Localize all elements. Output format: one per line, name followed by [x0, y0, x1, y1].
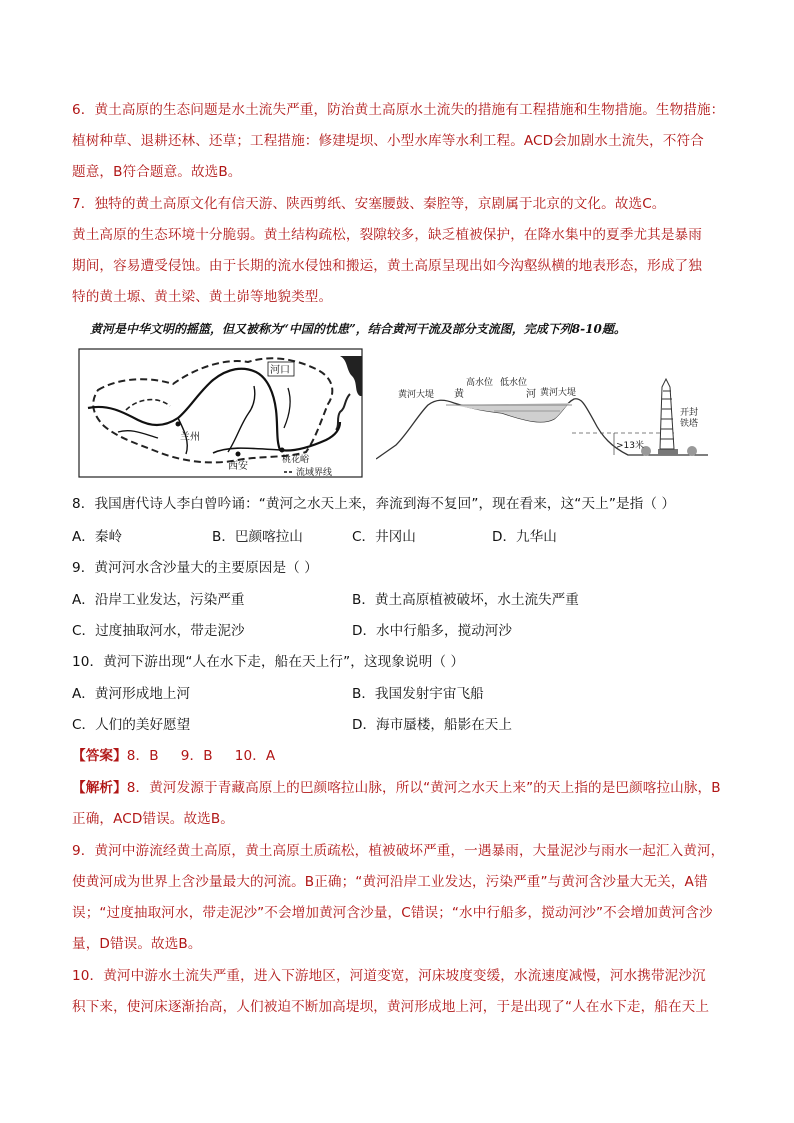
q9-stem: 9．黄河河水含沙量大的主要原因是（ ） [72, 560, 318, 576]
huang-label: 黄 [454, 389, 464, 400]
analysis-p2-line-1: 9．黄河中游流经黄土高原，黄土高原土质疏松，植被破坏严重，一遇暴雨，大量泥沙与雨水一起汇入黄河， [72, 843, 725, 859]
q8-option-a: A．秦岭 [72, 529, 123, 545]
xian-label: 西安 [228, 461, 248, 472]
q6-answer-line-3: 题意，B符合题意。故选B。 [72, 164, 242, 180]
taohuayu-label: 桃花峪 [282, 455, 310, 465]
water-area [454, 403, 570, 422]
q10-option-a: A．黄河形成地上河 [72, 686, 191, 702]
analysis-p2-line-2: 使黄河成为世界上含沙量最大的河流。B正确；“黄河沿岸工业发达，污染严重”与黄河含沙量大无关，A错 [72, 874, 708, 890]
analysis-p3-line-1: 10．黄河中游水土流失严重，进入下游地区，河道变宽，河床坡度变缓，水流速度减慢，河水携带泥沙沉 [72, 968, 706, 984]
q6-answer-line-2: 植树种草、退耕还林、还草；工程措施：修建堤坝、小型水库等水利工程。ACD会加剧水土流失，不符合 [72, 133, 704, 149]
answer-line [72, 746, 732, 766]
answer-key: 【答案】 [72, 748, 127, 764]
right-levee-label: 黄河大堤 [540, 388, 577, 398]
he-label: 河 [526, 389, 536, 400]
analysis-p1-line-1: 8．黄河发源于青藏高原上的巴颜喀拉山脉，所以“黄河之水天上来”的天上指的是巴颜喀拉山脉，B [126, 780, 721, 796]
lanzhou-label: 兰州 [180, 432, 200, 443]
analysis-p2-line-3: 误；“过度抽取河水，带走泥沙”不会增加黄河含沙量，C错误；“水中行船多，搅动河沙”不会增加黄河含沙 [72, 905, 713, 921]
yellow-river-profile [376, 375, 708, 465]
q8-option-b: B．巴颜喀拉山 [212, 529, 303, 545]
q7-answer-line-1: 7．独特的黄土高原文化有信天游、陕西剪纸、安塞腰鼓、秦腔等，京剧属于北京的文化。故选C。 [72, 196, 666, 212]
lanzhou-marker [176, 422, 181, 427]
taohuayu-marker [280, 448, 285, 453]
q10-stem: 10．黄河下游出现“人在水下走，船在天上行”，这现象说明（ ） [72, 654, 465, 670]
q9-option-d: D．水中行船多，搅动河沙 [352, 623, 512, 639]
analysis-key: 【解析】 [72, 780, 127, 796]
kaifeng-label: 开封 [680, 408, 699, 418]
q10-option-c: C．人们的美好愿望 [72, 717, 191, 733]
q9-option-a: A．沿岸工业发达，污染严重 [72, 592, 245, 608]
q7-answer-line-3: 期间，容易遭受侵蚀。由于长期的流水侵蚀和搬运，黄土高原呈现出如今沟壑纵横的地表形态，形成了独 [72, 258, 702, 274]
q8-stem: 8．我国唐代诗人李白曾吟诵：“黄河之水天上来，奔流到海不复回”，现在看来，这“天上”是指（ ） [72, 496, 676, 512]
q7-answer-line-4: 特的黄土塬、黄土梁、黄土峁等地貌类型。 [72, 289, 333, 305]
q6-answer-line-1: 6．黄土高原的生态问题是水土流失严重，防治黄土高原水土流失的措施有工程措施和生物措施。生物措施： [72, 102, 725, 118]
answer-value: 8．B 9．B 10．A [126, 748, 276, 764]
q8-option-d: D．九华山 [492, 529, 557, 545]
q9-option-b: B．黄土高原植被破坏，水土流失严重 [352, 592, 579, 608]
legend-label: 流域界线 [296, 468, 333, 478]
left-levee-label: 黄河大堤 [398, 390, 435, 400]
analysis-line-1 [72, 778, 732, 798]
question-intro: 黄河是中华文明的摇篮，但又被称为“中国的忧患”，结合黄河干流及部分支流图，完成下列8-10题。 [90, 322, 626, 336]
hekou-label: 河口 [270, 365, 290, 376]
xian-marker [236, 452, 241, 457]
q8-option-c: C．井冈山 [352, 529, 416, 545]
yellow-river-map [78, 348, 363, 478]
q9-option-c: C．过度抽取河水，带走泥沙 [72, 623, 245, 639]
low-water-label: 低水位 [500, 378, 528, 388]
high-water-label: 高水位 [466, 378, 494, 388]
q10-option-d: D．海市蜃楼，船影在天上 [352, 717, 512, 733]
analysis-p1-line-2: 正确，ACD错误。故选B。 [72, 811, 234, 827]
q7-answer-line-2: 黄土高原的生态环境十分脆弱。黄土结构疏松，裂隙较多，缺乏植被保护，在降水集中的夏季尤其是暴雨 [72, 227, 702, 243]
analysis-p2-line-4: 量，D错误。故选B。 [72, 936, 202, 952]
height-label: >13米 [616, 441, 644, 451]
q10-option-b: B．我国发射宇宙飞船 [352, 686, 484, 702]
tower-label: 铁塔 [680, 419, 699, 429]
analysis-p3-line-2: 积下来，使河床逐渐抬高，人们被迫不断加高堤坝，黄河形成地上河，于是出现了“人在水下走，船在天上 [72, 999, 710, 1015]
